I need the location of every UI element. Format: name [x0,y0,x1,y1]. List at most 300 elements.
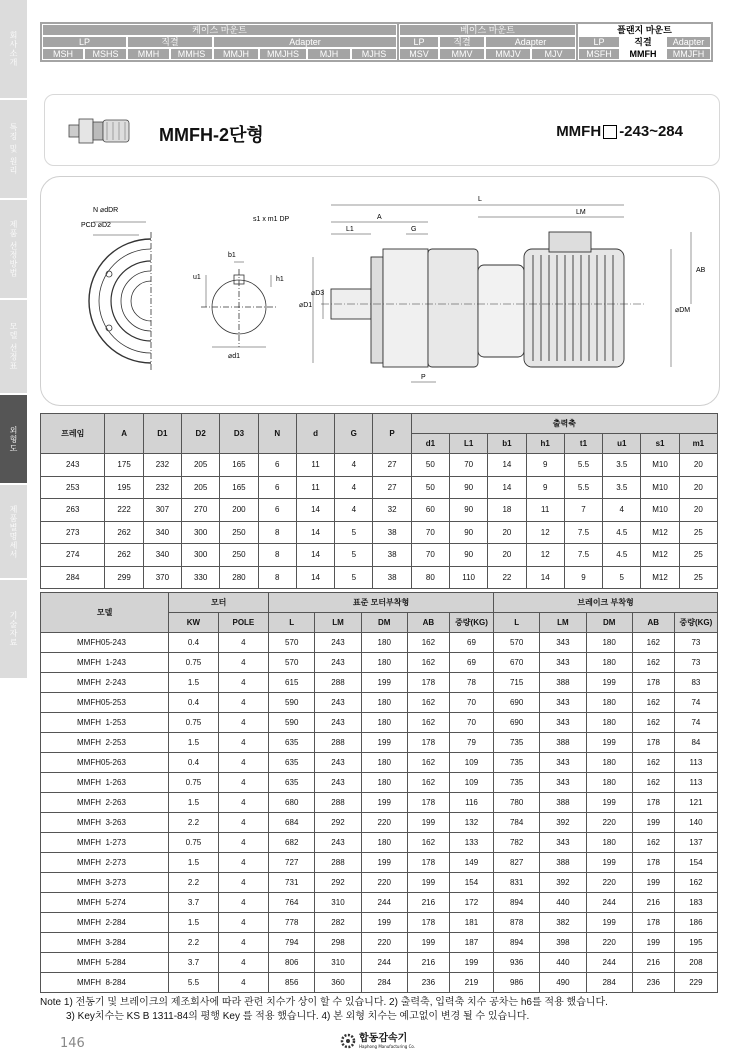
table-cell: 199 [361,793,407,813]
col-header: LM [540,613,586,633]
table-cell: 11 [526,499,564,522]
table-cell: 778 [269,913,315,933]
nav-direct[interactable]: 직결 [620,36,666,48]
table-cell: 178 [407,793,449,813]
table-cell: 388 [540,793,586,813]
table-cell: 232 [143,454,181,477]
table-cell: 7.5 [564,544,602,567]
table-cell: 4 [218,793,268,813]
company-name-en: Haphong Manufacturing Co. [359,1043,416,1049]
label-h1: h1 [276,276,284,283]
table-cell: 5.5 [564,476,602,499]
table-cell: 1.5 [169,853,218,873]
table-cell: 186 [674,913,717,933]
table-cell: 113 [674,773,717,793]
table-cell: 343 [540,773,586,793]
table-cell: 831 [494,873,540,893]
col-header: KW [169,613,218,633]
table-cell: 731 [269,873,315,893]
title-box [44,94,720,166]
company-name: 합동감속기 [359,1032,408,1044]
table-row [41,521,718,544]
col-header: G [335,414,373,454]
table-cell: 5 [603,566,641,589]
label-l1: L1 [346,226,354,233]
col-header: b1 [488,434,526,454]
table-cell: M12 [641,566,679,589]
table-cell: 270 [182,499,220,522]
nav-adapter[interactable]: Adapter [485,36,576,48]
table-cell: MMFH 1-273 [41,833,169,853]
table-cell: 195 [674,933,717,953]
col-header: POLE [218,613,268,633]
table-cell: 570 [269,633,315,653]
table-cell: 6 [258,499,296,522]
table-cell: 132 [449,813,493,833]
table-row [41,733,718,753]
table-cell: 11 [296,476,334,499]
company-logo [340,1033,415,1049]
table-row [41,673,718,693]
table-row [41,833,718,853]
table-cell: 274 [41,544,105,567]
table-cell: 4 [218,653,268,673]
table-cell: 8 [258,521,296,544]
table-cell: 382 [540,913,586,933]
table-cell: 298 [315,933,361,953]
table-cell: 340 [143,521,181,544]
col-header: u1 [603,434,641,454]
table-cell: 4 [218,813,268,833]
table-cell: 178 [407,673,449,693]
table-cell: 570 [269,653,315,673]
table-cell: 570 [494,633,540,653]
table-cell: 180 [361,633,407,653]
table-cell: 199 [361,913,407,933]
table-row [41,693,718,713]
col-header: 중량(KG) [449,613,493,633]
table-cell: 20 [679,499,717,522]
table-cell: 4 [218,733,268,753]
table-cell: 178 [407,853,449,873]
label-lm: LM [576,209,586,216]
table-cell: 4 [218,873,268,893]
nav-model[interactable]: MMJHS [259,48,307,60]
side-tab[interactable] [0,300,27,395]
side-tab-label: 회사소개 [9,31,18,67]
table-cell: 236 [407,973,449,993]
table-cell: 8 [258,566,296,589]
col-header: d1 [411,434,449,454]
note-line-1: Note 1) 전동기 및 브레이크의 제조회사에 따라 관련 치수가 상이 할 수 있습니다. 2) 출력축, 입력축 치수 공차는 h6를 적용 했습니다. [40,997,608,1008]
table-cell: MMFH 2-253 [41,733,169,753]
model-suffix: -243~284 [619,123,683,140]
nav-lp[interactable]: LP [578,36,620,48]
table-cell: 4 [335,454,373,477]
table-cell: 162 [407,833,449,853]
table-cell: 670 [494,653,540,673]
table-cell: 590 [269,693,315,713]
table-cell: 162 [407,693,449,713]
nav-model[interactable]: MJV [531,48,576,60]
table-cell: 4 [218,693,268,713]
table-cell: 216 [632,953,674,973]
table-cell: 220 [586,933,632,953]
table-cell: 25 [679,544,717,567]
table-cell: 4.5 [603,544,641,567]
table-cell: 121 [674,793,717,813]
label-n-ddr: N ⌀dDR [93,207,119,214]
table-cell: 73 [674,653,717,673]
table-cell: 140 [674,813,717,833]
table-cell: 38 [373,544,411,567]
table-cell: 178 [632,673,674,693]
nav-base-mount[interactable]: 베이스 마운트 [399,24,576,36]
table-cell: 827 [494,853,540,873]
table-cell: 0.75 [169,773,218,793]
table-cell: 70 [411,521,449,544]
col-header: 중량(KG) [674,613,717,633]
table-cell: 243 [315,713,361,733]
table-cell: 133 [449,833,493,853]
side-tab[interactable] [0,100,27,200]
table-cell: 735 [494,753,540,773]
col-header: A [105,414,143,454]
table-cell: 0.75 [169,713,218,733]
table-cell: 288 [315,733,361,753]
table-cell: 5 [335,566,373,589]
nav-direct[interactable]: 직결 [439,36,485,48]
table-cell: 690 [494,693,540,713]
table-cell: MMFH 5-284 [41,953,169,973]
table-cell: 181 [449,913,493,933]
table-cell: 162 [632,833,674,853]
model-range [556,123,683,140]
side-tab-active[interactable] [0,395,27,485]
table-cell: 727 [269,853,315,873]
col-header: AB [407,613,449,633]
side-tab-label: 제품별명세서 [9,504,18,559]
table-cell: 50 [411,476,449,499]
table-cell: 243 [315,653,361,673]
table-cell: 180 [361,773,407,793]
table-cell: 9 [564,566,602,589]
group-header: 모터 [169,593,269,613]
side-tab[interactable] [0,580,27,680]
table-cell: 162 [632,773,674,793]
table-row [41,653,718,673]
table-cell: 330 [182,566,220,589]
table-cell: 199 [361,673,407,693]
table-cell: 70 [411,544,449,567]
col-header: DM [586,613,632,633]
table-cell: 764 [269,893,315,913]
table-cell: 216 [632,893,674,913]
col-header: h1 [526,434,564,454]
table-cell: 1.5 [169,793,218,813]
table-cell: 7 [564,499,602,522]
nav-direct[interactable]: 직결 [127,36,213,48]
table-row [41,713,718,733]
table-cell: 288 [315,673,361,693]
table-cell: 243 [315,753,361,773]
col-header: d [296,414,334,454]
table-cell: 162 [632,633,674,653]
table-cell: 162 [632,693,674,713]
table-cell: 9 [526,454,564,477]
table-cell: 4 [218,673,268,693]
table-cell: M10 [641,499,679,522]
table-cell: 4 [335,499,373,522]
table-cell: MMFH 2-263 [41,793,169,813]
table-cell: 894 [494,933,540,953]
col-header: 프레임 [41,414,105,454]
table-cell: 199 [361,853,407,873]
table-cell: 398 [540,933,586,953]
table-cell: 243 [315,773,361,793]
col-header: LM [315,613,361,633]
table-cell: 4 [218,853,268,873]
table-cell: 178 [632,733,674,753]
table-cell: 199 [407,813,449,833]
table-cell: 284 [41,566,105,589]
side-tab-label: 제품 선정방법 [9,220,18,278]
col-header: 모델 [41,593,169,633]
table-cell: 216 [407,893,449,913]
table-cell: 162 [632,713,674,733]
table-cell: 180 [361,713,407,733]
table-cell: 5 [335,544,373,567]
table-cell: 199 [407,873,449,893]
nav-case-mount[interactable]: 케이스 마운트 [42,24,397,36]
col-header: N [258,414,296,454]
table-cell: 4.5 [603,521,641,544]
side-tab-label: 기술자료 [9,611,18,647]
page-number: 146 [60,1036,85,1051]
table-cell: 4 [218,973,268,993]
table-cell: 236 [632,973,674,993]
table-cell: 12 [526,521,564,544]
table-cell: 284 [586,973,632,993]
side-tab[interactable] [0,0,27,100]
label-b1: b1 [228,252,236,259]
table-cell: 250 [220,544,258,567]
table-cell: 220 [586,873,632,893]
table-cell: 199 [586,913,632,933]
table-row [41,566,718,589]
nav-model[interactable]: MSH [42,48,84,60]
table-cell: 343 [540,633,586,653]
nav-model[interactable]: MMJFH [666,48,711,60]
table-cell: 292 [315,813,361,833]
table-cell: 1.5 [169,913,218,933]
label-d1: ⌀d1 [228,353,241,360]
table-cell: 199 [586,853,632,873]
table-cell: MMFH 5-274 [41,893,169,913]
table-cell: 4 [335,476,373,499]
table-cell: 183 [674,893,717,913]
table-cell: 3.7 [169,893,218,913]
table-cell: 590 [269,713,315,733]
table-cell: 162 [632,753,674,773]
table-cell: MMFH 3-284 [41,933,169,953]
table-cell: 178 [407,913,449,933]
label-s1-m1-dp: s1 x m1 DP [253,216,290,223]
table-cell: 0.4 [169,693,218,713]
table-cell: MMFH 2-284 [41,913,169,933]
gear-logo-icon [340,1033,356,1049]
table-cell: 27 [373,476,411,499]
table-cell: 25 [679,566,717,589]
table-cell: 70 [449,713,493,733]
table-cell: 243 [315,833,361,853]
table-cell: 343 [540,753,586,773]
table-cell: 20 [679,454,717,477]
table-cell: 388 [540,673,586,693]
table-cell: 219 [449,973,493,993]
table-row [41,973,718,993]
table-cell: 0.75 [169,833,218,853]
table-cell: 635 [269,753,315,773]
table-cell: 14 [296,566,334,589]
table-cell: 244 [361,953,407,973]
nav-model[interactable]: MMV [439,48,485,60]
table-cell: 208 [674,953,717,973]
table-cell: MMFH05-253 [41,693,169,713]
nav-adapter[interactable]: Adapter [666,36,711,48]
table-cell: 50 [411,454,449,477]
nav-model[interactable]: MSHS [84,48,127,60]
col-header: t1 [564,434,602,454]
table-cell: 1.5 [169,733,218,753]
col-header: D3 [220,414,258,454]
table-cell: 4 [218,893,268,913]
table-cell: 986 [494,973,540,993]
col-header: DM [361,613,407,633]
label-g: G [411,226,417,233]
table-cell: 109 [449,773,493,793]
table-cell: 90 [450,521,488,544]
label-p: P [421,374,426,381]
table-cell: 2.2 [169,813,218,833]
nav-model[interactable]: MJHS [351,48,397,60]
table-cell: 195 [105,476,143,499]
table-cell: 78 [449,673,493,693]
table-cell: 262 [105,521,143,544]
table-cell: 220 [586,813,632,833]
group-header: 표준 모터부착형 [269,593,494,613]
table-cell: 199 [407,933,449,953]
table-cell: 5.5 [564,454,602,477]
table-cell: 14 [526,566,564,589]
nav-model[interactable]: MJH [307,48,351,60]
table-cell: 3.7 [169,953,218,973]
table-cell: 0.4 [169,633,218,653]
table-cell: 178 [632,853,674,873]
table-cell: 735 [494,773,540,793]
nav-model[interactable]: MSV [399,48,439,60]
nav-model[interactable]: MMH [127,48,170,60]
table-cell: 243 [41,454,105,477]
table-row [41,913,718,933]
table-cell: 162 [632,653,674,673]
table-cell: 70 [450,454,488,477]
table-row [41,476,718,499]
table-cell: 0.75 [169,653,218,673]
table-cell: 5 [335,521,373,544]
col-header: P [373,414,411,454]
table-cell: 80 [411,566,449,589]
table-cell: 14 [296,499,334,522]
side-tab[interactable] [0,200,27,300]
nav-model[interactable]: MMHS [170,48,213,60]
col-header: D1 [143,414,181,454]
table-cell: 4 [218,933,268,953]
table-cell: 14 [296,521,334,544]
table-cell: 300 [182,521,220,544]
table-cell: 162 [674,873,717,893]
table-row [41,893,718,913]
table-cell: 343 [540,713,586,733]
table-cell: 343 [540,653,586,673]
table-cell: 4 [218,913,268,933]
table-cell: 109 [449,753,493,773]
nav-flange-mount[interactable]: 플랜지 마운트 [578,24,711,36]
table-cell: 2.2 [169,873,218,893]
nav-model[interactable]: MMJH [213,48,259,60]
table-cell: 310 [315,893,361,913]
col-header: AB [632,613,674,633]
table-cell: 635 [269,733,315,753]
table-cell: 25 [679,521,717,544]
table-cell: 20 [679,476,717,499]
table-cell: 199 [632,813,674,833]
table-row [41,873,718,893]
label-a: A [377,214,382,221]
table-cell: 199 [449,953,493,973]
nav-lp[interactable]: LP [42,36,127,48]
table-cell: 232 [143,476,181,499]
nav-adapter[interactable]: Adapter [213,36,397,48]
table-cell: 388 [540,733,586,753]
table-cell: 9 [526,476,564,499]
nav-model[interactable]: MSFH [578,48,620,60]
nav-model[interactable]: MMJV [485,48,531,60]
table-cell: 784 [494,813,540,833]
nav-model-selected[interactable]: MMFH [620,48,666,60]
col-header: s1 [641,434,679,454]
side-tab[interactable] [0,485,27,580]
table-cell: 199 [586,673,632,693]
table-cell: 110 [450,566,488,589]
table-cell: 4 [218,833,268,853]
dimension-table [40,413,718,589]
table-cell: 262 [105,544,143,567]
table-cell: 180 [586,713,632,733]
table-cell: 38 [373,521,411,544]
nav-lp[interactable]: LP [399,36,439,48]
table-cell: MMFH05-263 [41,753,169,773]
table-cell: 856 [269,973,315,993]
table-cell: 4 [218,753,268,773]
table-cell: 635 [269,773,315,793]
table-cell: 18 [488,499,526,522]
table-cell: 180 [586,633,632,653]
table-cell: 280 [220,566,258,589]
table-cell: 11 [296,454,334,477]
table-cell: 83 [674,673,717,693]
table-cell: 27 [373,454,411,477]
